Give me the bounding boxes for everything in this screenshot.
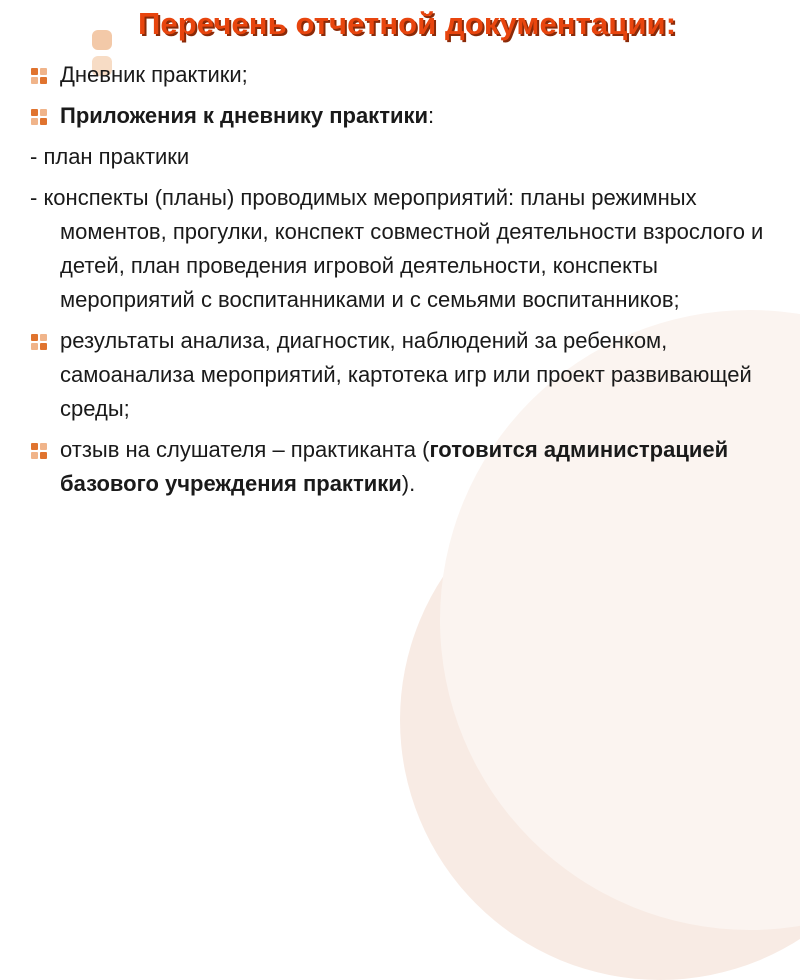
orange-square-bullet-icon — [31, 334, 47, 350]
item-text: : — [428, 103, 435, 128]
item-text: - конспекты (планы) проводимых мероприятий: планы режимных моментов, прогулки, конспект совместной деятельности взрослого и детей, план проведения игровой деятельности, конспекты мероприятий с воспитанниками и с семьями воспитанников; — [30, 185, 764, 312]
list-item-practice-plan — [30, 140, 770, 174]
item-text: - план практики — [30, 144, 190, 169]
slide-content — [30, 58, 770, 508]
slide-title: Перечень отчетной документации: — [138, 6, 677, 41]
orange-square-bullet-icon — [31, 443, 47, 459]
list-item-diary — [30, 58, 770, 92]
item-text: результаты анализа, диагностик, наблюдений за ребенком, самоанализа мероприятий, картотека игр или проект развивающей среды; — [60, 328, 752, 421]
list-item-review — [30, 433, 770, 501]
orange-square-bullet-icon — [31, 109, 47, 125]
list-item-analysis-results — [30, 324, 770, 426]
item-text: отзыв на слушателя – практиканта ( — [60, 437, 430, 462]
list-item-event-notes — [30, 181, 770, 317]
item-text: Дневник практики; — [60, 62, 248, 87]
item-bold-text: готовится администрацией базового учреждения практики — [60, 437, 729, 496]
item-bold-text: Приложения к дневнику практики — [60, 103, 429, 128]
list-item-attachments — [30, 99, 770, 133]
decor-square — [92, 30, 112, 50]
orange-square-bullet-icon — [31, 68, 47, 84]
item-text: ). — [401, 471, 416, 496]
